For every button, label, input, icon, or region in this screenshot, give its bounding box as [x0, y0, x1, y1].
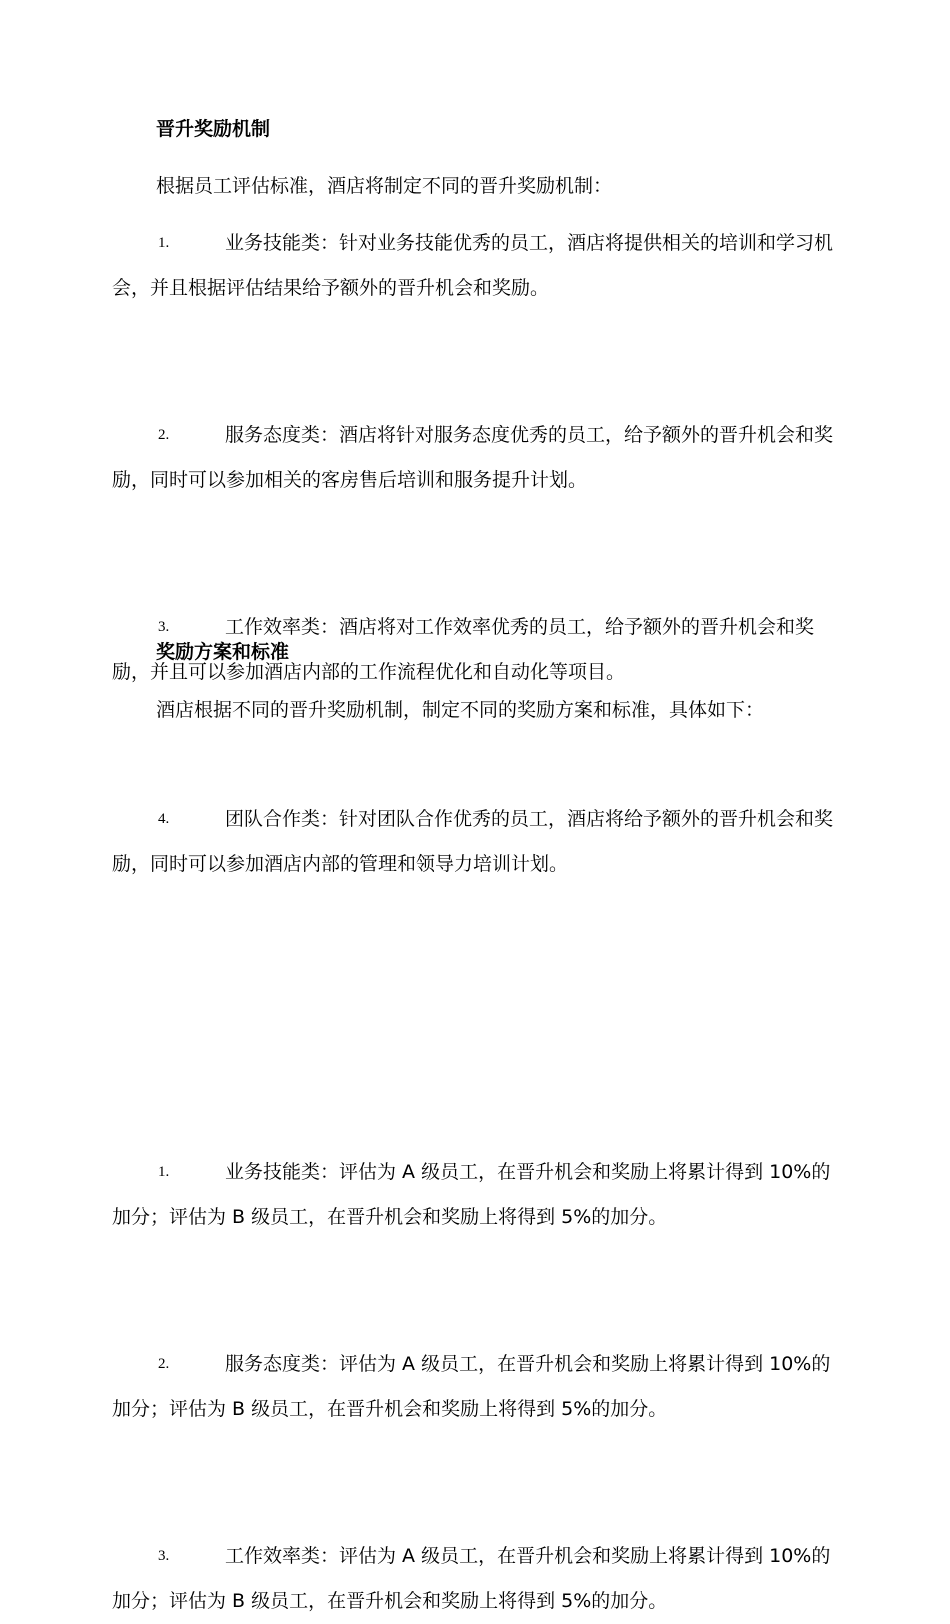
list-item-text: 服务态度类：酒店将针对服务态度优秀的员工，给予额外的晋升机会和奖励，同时可以参加相关的客房售后培训和服务提升计划。 [112, 424, 834, 491]
section-intro-reward-plan: 酒店根据不同的晋升奖励机制，制定不同的奖励方案和标准，具体如下： [156, 699, 765, 721]
list-item-text: 服务态度类：评估为 A 级员工，在晋升机会和奖励上将累计得到 10%的加分；评估为 B 级员工，在晋升机会和奖励上将得到 5%的加分。 [112, 1353, 831, 1420]
list-item-number: 1. [158, 1164, 170, 1180]
section-intro-promotion-rewards: 根据员工评估标准，酒店将制定不同的晋升奖励机制： [156, 175, 613, 197]
list-item-number: 2. [158, 427, 170, 443]
list-item-number: 3. [158, 619, 170, 635]
list-item-text: 工作效率类：酒店将对工作效率优秀的员工，给予额外的晋升机会和奖励，并且可以参加酒店内部的工作流程优化和自动化等项目。 [112, 616, 815, 683]
list-item-number: 3. [158, 1548, 170, 1564]
list-item-number: 2. [158, 1356, 170, 1372]
list-item [112, 413, 842, 503]
list-item [112, 221, 842, 311]
list-item [112, 1534, 842, 1624]
list-item-text: 业务技能类：针对业务技能优秀的员工，酒店将提供相关的培训和学习机会，并且根据评估结果给予额外的晋升机会和奖励。 [112, 232, 834, 299]
section-heading-promotion-rewards: 晋升奖励机制 [156, 118, 271, 140]
list-item [112, 1150, 842, 1240]
list-item [112, 1342, 842, 1432]
list-item-text: 业务技能类：评估为 A 级员工，在晋升机会和奖励上将累计得到 10%的加分；评估为 B 级员工，在晋升机会和奖励上将得到 5%的加分。 [112, 1161, 831, 1228]
list-item-text: 团队合作类：针对团队合作优秀的员工，酒店将给予额外的晋升机会和奖励，同时可以参加酒店内部的管理和领导力培训计划。 [112, 808, 834, 875]
list-item-text: 工作效率类：评估为 A 级员工，在晋升机会和奖励上将累计得到 10%的加分；评估为 B 级员工，在晋升机会和奖励上将得到 5%的加分。 [112, 1545, 831, 1612]
list-item-number: 4. [158, 811, 170, 827]
list-item-number: 1. [158, 235, 170, 251]
list-item [112, 797, 842, 887]
section-heading-reward-plan: 奖励方案和标准 [156, 641, 290, 663]
